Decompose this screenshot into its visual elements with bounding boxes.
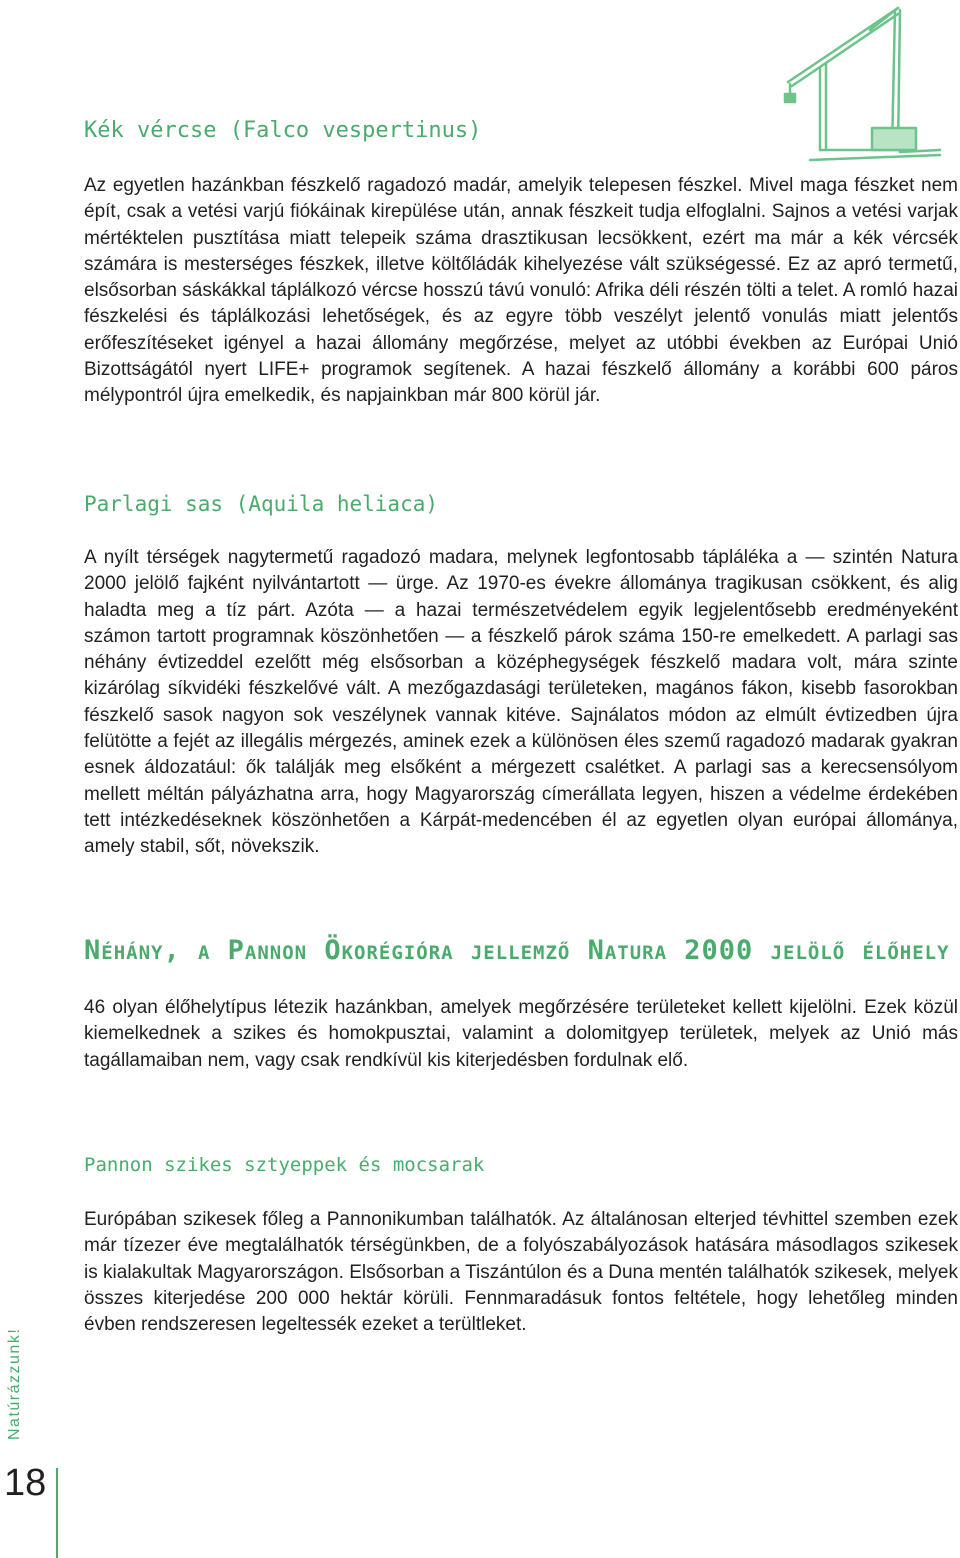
section-body-parlagi-sas: A nyílt térségek nagytermetű ragadozó madara, melynek legfontosabb tápláléka a — szintén Natura 2000 jelölő fajként nyilvántartott — ürge. Az 1970-es évekre állománya tragikusan csökkent, és alig haladta meg a tíz párt. Azóta — a hazai természetvédelem egyik legjelentősebb eredményeként számon tartott programnak köszönhetően — a fészkelő párok száma 150-re emelkedett. A parlagi sas néhány évtizeddel ezelőtt még elsősorban a középhegységek fészkelő madara volt, mára szinte kizárólag síkvidéki fészkelővé vált. A mezőgazdasági területeken, magános fákon, kisebb fasorokban fészkelő sasok nagyon sok veszélynek vannak kitéve. Sajnálatos módon az elmúlt évtizedben újra felütötte a fejét az illegális mérgezés, aminek ezek a különösen éles szemű ragadozó madarak gyakran esnek áldozatául: ők találják meg elsőként a mérgezett csalétket. A parlagi sas a kerecsensólyom mellett méltán pályázhatna arra, hogy Magyarország címerállata legyen, hiszen a védelme érdekében tett intézkedéseknek köszönhetően a Kárpát-medencében él az egyetlen olyan európai állománya, amely stabil, sőt, növekszik. [84,547,958,858]
page-divider [56,1468,58,1558]
section-title-elohely: Néhány, a Pannon Ökorégióra jellemző Natura 2000 jelölő élőhely [84,935,950,966]
section-title-parlagi-sas: Parlagi sas (Aquila heliaca) [84,492,439,516]
page-number: 18 [4,1462,47,1504]
section-body-szikes: Európában szikesek főleg a Pannonikumban találhatók. Az általánosan elterjed tévhittel szemben ezek már tízezer éve megtalálhatók térségünkben, de a folyószabályozások hatására másodlagos szikesek is kialakultak Magyarországon. Elsősorban a Tiszántúlon és a Duna mentén találhatók szikesek, melyek összes kiterjedése 200 000 hektár körüli. Fennmaradásuk fontos feltétele, hogy lehetőleg minden évben rendszeresen legeltessék ezeket a terültleket. [84,1209,958,1336]
section-title-szikes: Pannon szikes sztyeppek és mocsarak [84,1154,485,1176]
section-body-kek-vercse: Az egyetlen hazánkban fészkelő ragadozó madár, amelyik telepesen fészkel. Mivel maga fészket nem épít, csak a vetési varjú fiókáinak kirepülése után, annak fészkeit tudja elfoglalni. Sajnos a vetési varjak mértéktelen pusztítása miatt telepeik száma drasztikusan lecsökkent, ezért ma már a kék vércsék számára is mesterséges fészkek, illetve költőládák kihelyezése vált szükségessé. Ez az apró termetű, elsősorban sáskákkal táplálkozó vércse hosszú távú vonuló: Afrika déli részén tölti a telet. A romló hazai fészkelési és táplálkozási lehetőségek, és az egyre több veszélyt jelentő vonulás miatt jelentős erőfeszítéseket igényel a hazai állomány megőrzése, melyet az utóbbi években az Európai Unió Bizottságától nyert LIFE+ programok segítenek. A hazai fészkelő állomány a korábbi 600 páros mélypontról újra emelkedik, és napjainkban már 800 körül jár. [84,175,958,407]
section-body-elohely: 46 olyan élőhelytípus létezik hazánkban, amelyek megőrzésére területeket kellett kijelölni. Ezek közül kiemelkednek a szikes és homokpusztai, valamint a dolomitgyep területek, melyek az Unió más tagállamaiban nem, vagy csak rendkívül kis kiterjedésben fordulnak elő. [84,997,958,1071]
section-title-kek-vercse: Kék vércse (Falco vespertinus) [84,118,482,143]
crane-icon [780,0,960,175]
side-label: Natúrázzunk! [6,1327,23,1440]
